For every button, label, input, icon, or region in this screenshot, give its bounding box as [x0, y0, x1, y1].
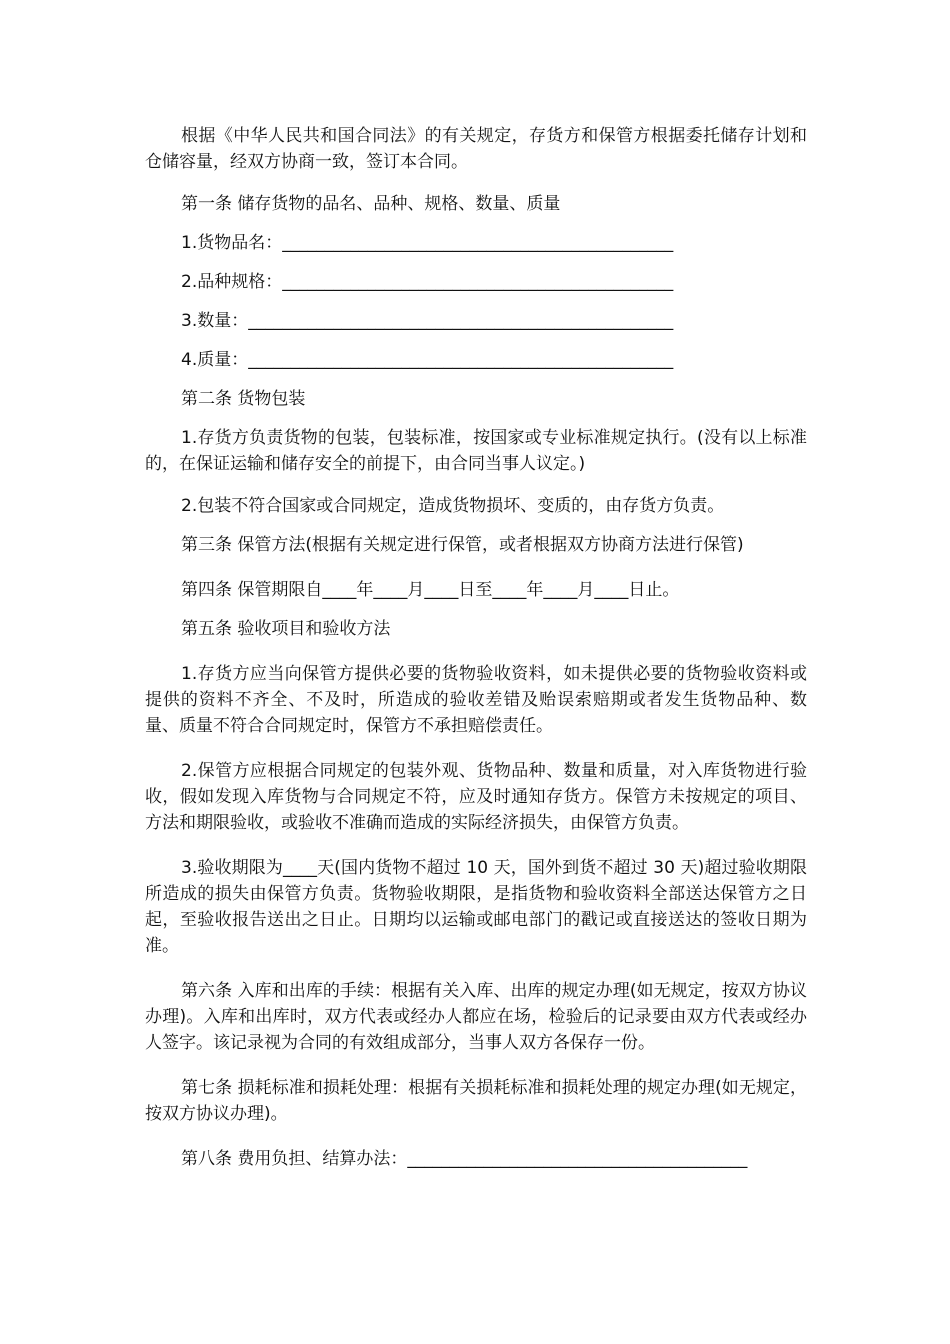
- packaging-clause-1: 1.存货方负责货物的包装，包装标准，按国家或专业标准规定执行。(没有以上标准的，在保证运输和储存安全的前提下，由合同当事人议定。): [145, 428, 807, 474]
- inspection-clause-3: 3.验收期限为____天(国内货物不超过 10 天，国外到货不超过 30 天)超过验收期限所造成的损失由保管方负责。货物验收期限，是指货物和验收资料全部送达保管方之日起，至验收报告送出之日止。日期均以运输或邮电部门的戳记或直接送达的签收日期为准。: [145, 858, 807, 956]
- article-2-heading: 第二条 货物包装: [181, 389, 306, 409]
- article-8-paragraph: 第八条 费用负担、结算办法：________________________________________: [181, 1149, 748, 1169]
- variety-spec-line: 2.品种规格：______________________________________________: [181, 272, 674, 292]
- inspection-clause-1: 1.存货方应当向保管方提供必要的货物验收资料，如未提供必要的货物验收资料或提供的资料不齐全、不及时，所造成的验收差错及贻误索赔期或者发生货物品种、数量、质量不符合合同规定时，保管方不承担赔偿责任。: [145, 664, 807, 736]
- packaging-clause-2: 2.包装不符合国家或合同规定，造成货物损坏、变质的，由存货方负责。: [181, 496, 725, 516]
- quantity-line: 3.数量：__________________________________________________: [181, 311, 674, 331]
- preamble-paragraph: 根据《中华人民共和国合同法》的有关规定，存货方和保管方根据委托储存计划和仓储容量，经双方协商一致，签订本合同。: [145, 126, 807, 172]
- article-4-paragraph: 第四条 保管期限自____年____月____日至____年____月____日止。: [181, 580, 680, 600]
- article-7-paragraph: 第七条 损耗标准和损耗处理：根据有关损耗标准和损耗处理的规定办理(如无规定，按双方协议办理)。: [145, 1078, 807, 1124]
- article-1-heading: 第一条 储存货物的品名、品种、规格、数量、质量: [181, 194, 561, 214]
- article-5-heading: 第五条 验收项目和验收方法: [181, 619, 391, 639]
- article-6-paragraph: 第六条 入库和出库的手续：根据有关入库、出库的规定办理(如无规定，按双方协议办理)。入库和出库时，双方代表或经办人都应在场，检验后的记录要由双方代表或经办人签字。该记录视为合同的有效组成部分，当事人双方各保存一份。: [145, 981, 807, 1053]
- contract-body: [145, 123, 807, 1188]
- article-3-paragraph: 第三条 保管方法(根据有关规定进行保管，或者根据双方协商方法进行保管): [181, 535, 744, 555]
- quality-line: 4.质量：__________________________________________________: [181, 350, 674, 370]
- goods-name-line: 1.货物品名：______________________________________________: [181, 233, 674, 253]
- inspection-clause-2: 2.保管方应根据合同规定的包装外观、货物品种、数量和质量，对入库货物进行验收，假如发现入库货物与合同规定不符，应及时通知存货方。保管方未按规定的项目、方法和期限验收，或验收不准确而造成的实际经济损失，由保管方负责。: [145, 761, 807, 833]
